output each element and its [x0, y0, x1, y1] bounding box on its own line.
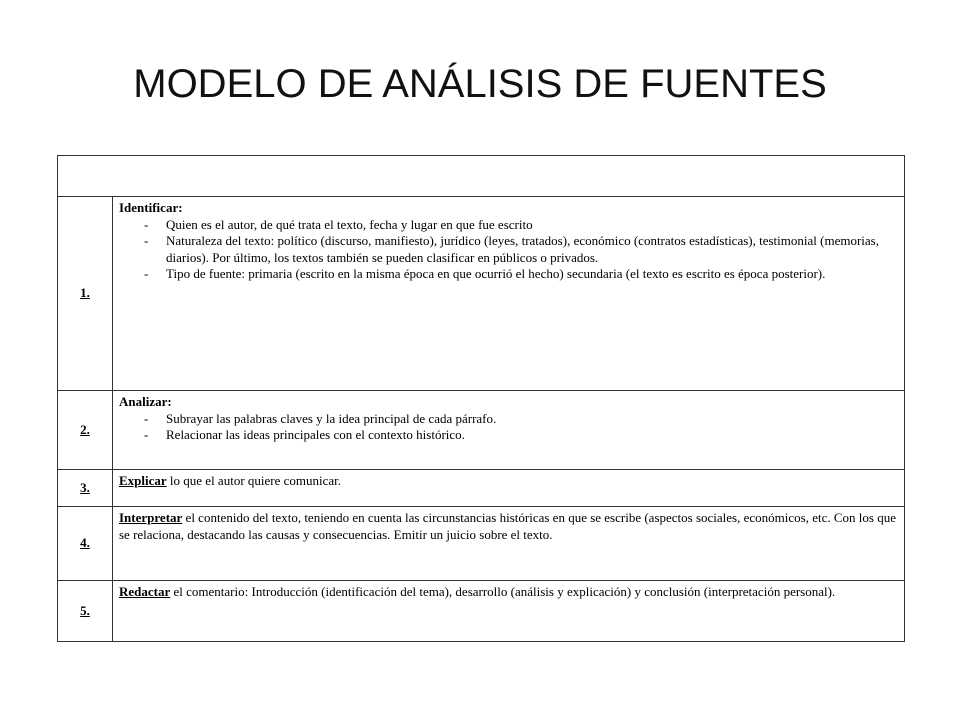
analysis-table — [57, 155, 905, 642]
row-content-cell — [113, 470, 905, 507]
row-number-cell — [58, 507, 113, 581]
empty-header-cell — [58, 156, 905, 197]
row-number: 1. — [80, 285, 90, 301]
row-number: 2. — [80, 421, 90, 437]
list-item: - Tipo de fuente: primaria (escrito en la misma época en que ocurrió el hecho) secundaria (el texto es escrito es época posterior). — [166, 266, 896, 283]
row-content-cell — [113, 581, 905, 642]
row-heading: Identificar: — [119, 200, 183, 215]
row-number: 4. — [80, 535, 90, 551]
row-heading: Explicar — [119, 473, 167, 488]
row-text: el comentario: Introducción (identificación del tema), desarrollo (análisis y explicación) y conclusión (interpretación personal). — [170, 584, 836, 599]
table-row-explicar — [58, 470, 905, 507]
row-number-cell — [58, 197, 113, 391]
table-row-interpretar — [58, 507, 905, 581]
list-item: - Quien es el autor, de qué trata el texto, fecha y lugar en que fue escrito — [166, 217, 896, 234]
row-number-cell — [58, 470, 113, 507]
table-row-analizar — [58, 391, 905, 470]
row-text: el contenido del texto, teniendo en cuenta las circunstancias históricas en que se escribe (aspectos sociales, económicos, etc. Con los que se relaciona, destacando las causas y consecuencias. Emitir un juicio sobre el texto. — [119, 510, 896, 542]
row-number: 3. — [80, 479, 90, 495]
row-number-cell — [58, 581, 113, 642]
row-content-cell — [113, 507, 905, 581]
row-number-cell — [58, 391, 113, 470]
dash-list — [119, 411, 896, 444]
row-heading: Analizar: — [119, 394, 172, 409]
table-header-row — [58, 156, 905, 197]
row-text: lo que el autor quiere comunicar. — [166, 473, 342, 488]
row-heading: Redactar — [119, 584, 171, 599]
list-item: - Relacionar las ideas principales con el contexto histórico. — [166, 427, 896, 444]
list-item: - Naturaleza del texto: político (discurso, manifiesto), jurídico (leyes, tratados), económico (contratos estadísticas), testimonial (memorias, diarios). Por último, los textos también se pueden clasificar en públicos o privados. — [166, 233, 896, 266]
row-number: 5. — [80, 602, 90, 618]
list-item: - Subrayar las palabras claves y la idea principal de cada párrafo. — [166, 411, 896, 428]
page-title: MODELO DE ANÁLISIS DE FUENTES — [133, 62, 827, 106]
row-content-cell — [113, 391, 905, 470]
row-content-cell — [113, 197, 905, 391]
row-heading: Interpretar — [119, 510, 183, 525]
table-row-identificar — [58, 197, 905, 391]
dash-list — [119, 217, 896, 283]
table-row-redactar — [58, 581, 905, 642]
